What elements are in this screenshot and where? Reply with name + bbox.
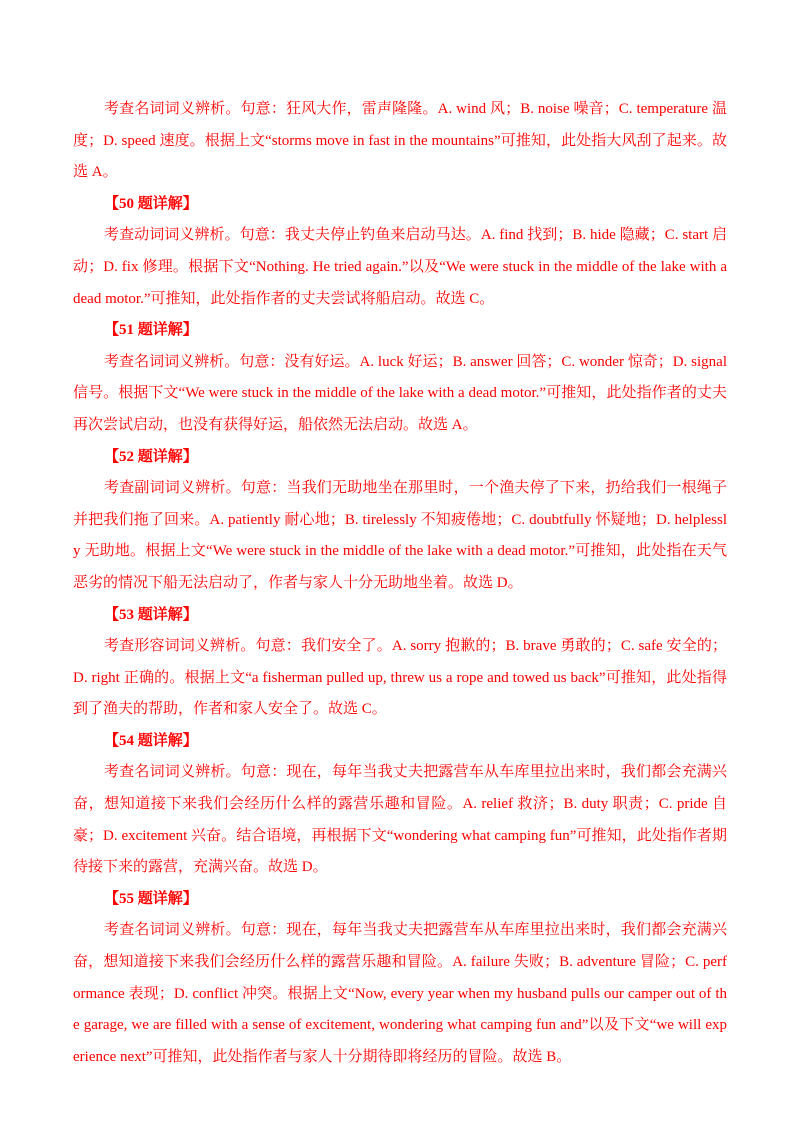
heading-question-53: 【53 题详解】 (104, 606, 198, 623)
explanation-54-body: 考查名词词义辨析。句意：现在，每年当我丈夫把露营车从车库里拉出来时，我们都会充满兴奋，想知道接下来我们会经历什么样的露营乐趣和冒险。A. relief 救济；B. duty 职责；C. pride 自豪；D. excitement 兴奋。结合语境，再根据下文“wondering what camping fun”可推知，此处指作者期待接下来的露营，充满兴奋。故选 D。 (73, 764, 727, 876)
heading-question-50: 【50 题详解】 (104, 195, 198, 212)
explanation-50-body: 考查动词词义辨析。句意：我丈夫停止钓鱼来启动马达。A. find 找到；B. hide 隐藏；C. start 启动；D. fix 修理。根据下文“Nothing. He tried again.”以及“We were stuck in the middle of the lake with a dead motor.”可推知，此处指作者的丈夫尝试将船启动。故选 C。 (73, 227, 727, 307)
explanation-51-body: 考查名词词义辨析。句意：没有好运。A. luck 好运；B. answer 回答；C. wonder 惊奇；D. signal 信号。根据下文“We were stuck in the middle of the lake with a dead motor.”可推知，此处指作者的丈夫再次尝试启动，也没有获得好运，船依然无法启动。故选 A。 (73, 353, 727, 433)
explanation-53-body: 考查形容词词义辨析。句意：我们安全了。A. sorry 抱歉的；B. brave 勇敢的；C. safe 安全的；D. right 正确的。根据上文“a fisherman pulled up, threw us a rope and towed us back”可推知，此处指得到了渔夫的帮助，作者和家人安全了。故选 C。 (73, 638, 727, 718)
explanation-49-body: 考查名词词义辨析。句意：狂风大作，雷声隆隆。A. wind 风；B. noise 噪音；C. temperature 温度；D. speed 速度。根据上文“storms move in fast in the mountains”可推知，此处指大风刮了起来。故选 A。 (73, 101, 727, 181)
explanation-52-body: 考查副词词义辨析。句意：当我们无助地坐在那里时，一个渔夫停了下来，扔给我们一根绳子并把我们拖了回来。A. patiently 耐心地；B. tirelessly 不知疲倦地；C. doubtfully 怀疑地；D. helplessly 无助地。根据上文“We were stuck in the middle of the lake with a dead motor.”可推知，此处指在天气恶劣的情况下船无法启动了，作者与家人十分无助地坐着。故选 D。 (73, 480, 727, 591)
heading-question-52: 【52 题详解】 (104, 448, 198, 465)
explanation-55-body: 考查名词词义辨析。句意：现在，每年当我丈夫把露营车从车库里拉出来时，我们都会充满兴奋，想知道接下来我们会经历什么样的露营乐趣和冒险。A. failure 失败；B. adventure 冒险；C. performance 表现；D. conflict 冲突。根据上文“Now, every year when my husband pulls our camper out of the garage, we are filled with a sense of excitement, wondering what camping fun and”以及下文“we will experience next”可推知，此处指作者与家人十分期待即将经历的冒险。故选 B。 (73, 922, 727, 1065)
heading-question-54: 【54 题详解】 (104, 732, 198, 749)
heading-question-55: 【55 题详解】 (104, 890, 198, 907)
answer-explanations (73, 94, 727, 1073)
heading-question-51: 【51 题详解】 (104, 322, 198, 339)
